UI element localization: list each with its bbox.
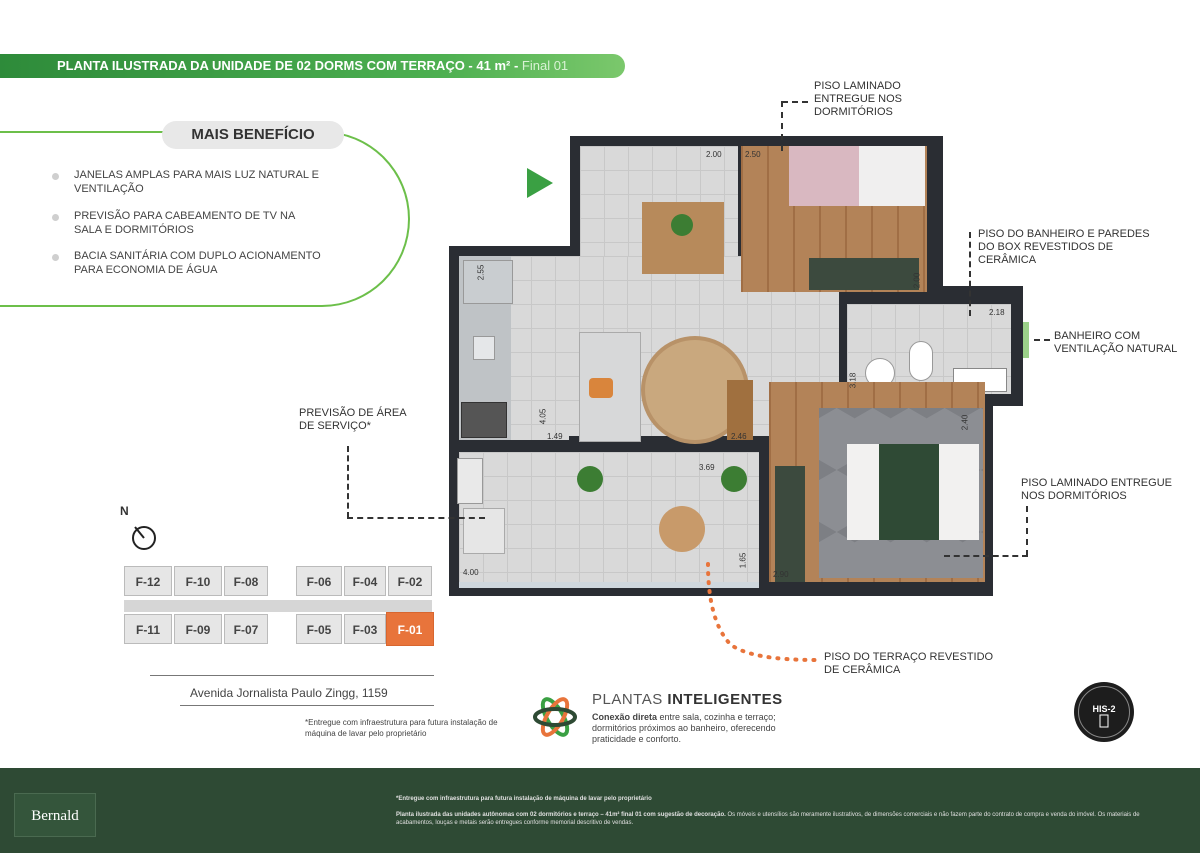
north-label: N <box>120 504 129 518</box>
footer-note-infra: *Entregue com infraestrutura para futura instalação de máquina de lavar pelo proprietário <box>396 796 652 802</box>
note-area-servico: PREVISÃO DE ÁREA DE SERVIÇO* <box>299 407 406 432</box>
unit-f10: F-10 <box>174 566 222 596</box>
dimension-label: 2.46 <box>731 432 747 441</box>
bullet-icon <box>52 214 59 221</box>
unit-f01-highlighted: F-01 <box>386 612 434 646</box>
terrace-leader-dots <box>700 560 820 666</box>
toilet <box>909 341 933 381</box>
bathroom-window <box>1023 322 1029 358</box>
dimension-label: 3.69 <box>699 463 715 472</box>
dimension-label: 2.18 <box>989 308 1005 317</box>
bed-throw <box>879 444 939 540</box>
bullet-icon <box>52 173 59 180</box>
unit-f08: F-08 <box>224 566 268 596</box>
corridor <box>124 600 432 612</box>
his-seal <box>1074 682 1134 742</box>
dimension-label: 1.65 <box>738 552 748 569</box>
fridge <box>463 260 513 304</box>
footer-note-disclaimer: Planta ilustrada das unidades autônomas com 02 dormitórios e terraço – 41m² final 01 com sugestão de decoração. Os móveis e utensílios são meramente ilustrativos, de dimensões comerciais e não fazem parte do contrato de compra e venda do imóvel. Os materiais de acabamentos, louças e metais serão entregues conforme memorial descritivo de vendas. <box>396 812 1140 826</box>
unit-f04: F-04 <box>344 566 386 596</box>
plant-icon <box>721 466 747 492</box>
building-icon <box>1097 714 1111 728</box>
note-piso-dormitorio-bottom: PISO LAMINADO ENTREGUE NOS DORMITÓRIOS <box>1021 477 1172 502</box>
note-banheiro-ventilacao: BANHEIRO COM VENTILAÇÃO NATURAL <box>1054 330 1178 355</box>
benefit-item: PREVISÃO PARA CABEAMENTO DE TV NA SALA E DORMITÓRIOS <box>52 209 322 237</box>
note-piso-banheiro: PISO DO BANHEIRO E PAREDES DO BOX REVESTIDOS DE CERÂMICA <box>978 228 1150 266</box>
washing-machine <box>463 508 505 554</box>
leader-line <box>1034 339 1050 341</box>
leader-line <box>1026 506 1028 556</box>
footer <box>0 768 1200 853</box>
benefit-item: BACIA SANITÁRIA COM DUPLO ACIONAMENTO PARA ECONOMIA DE ÁGUA <box>52 249 322 277</box>
leader-line <box>781 101 783 151</box>
leader-line <box>347 446 349 518</box>
wardrobe-top <box>809 258 922 290</box>
seal-label: HIS-2 <box>1092 704 1116 714</box>
divider <box>150 675 434 676</box>
unit-f12: F-12 <box>124 566 172 596</box>
tv-unit <box>727 380 753 440</box>
page-title: PLANTA ILUSTRADA DA UNIDADE DE 02 DORMS COM TERRAÇO - 41 m² - <box>57 58 519 73</box>
dimension-label: 4.05 <box>538 408 548 425</box>
dimension-label: 3.18 <box>848 372 858 389</box>
laundry-tank <box>457 458 483 504</box>
unit-f06: F-06 <box>296 566 342 596</box>
unit-f02: F-02 <box>388 566 432 596</box>
plantas-title: PLANTAS INTELIGENTES <box>592 691 783 708</box>
plantas-logo-icon <box>531 694 579 740</box>
dimension-label: 2.00 <box>706 150 722 159</box>
dimension-label: 4.00 <box>463 568 479 577</box>
benefit-item: JANELAS AMPLAS PARA MAIS LUZ NATURAL E VENTILAÇÃO <box>52 168 322 196</box>
dimension-label: 2.40 <box>960 414 970 431</box>
sink <box>473 336 495 360</box>
leader-line <box>347 517 485 519</box>
dimension-label: 2.90 <box>773 570 789 579</box>
dimension-label: 2.55 <box>476 264 486 281</box>
leader-line <box>944 555 1028 557</box>
dimension-label: 2.50 <box>745 150 761 159</box>
dimension-label: 1.49 <box>547 432 563 441</box>
dimension-label: 2.00 <box>912 272 922 289</box>
unit-f09: F-09 <box>174 614 222 644</box>
page-title-final: Final 01 <box>521 58 569 73</box>
plantas-description: Conexão direta entre sala, cozinha e terraço; dormitórios próximos ao banheiro, oferecendo praticidade e conforto. <box>592 712 776 744</box>
page-title-banner <box>0 54 625 78</box>
bed-blanket <box>789 146 859 206</box>
compass-icon <box>130 524 158 552</box>
unit-f03: F-03 <box>344 614 386 644</box>
unit-f11: F-11 <box>124 614 172 644</box>
leader-line <box>782 101 808 103</box>
dining-table <box>642 202 724 274</box>
floor-plan <box>449 136 1023 596</box>
address: Avenida Jornalista Paulo Zingg, 1159 <box>190 686 388 700</box>
note-piso-dormitorio-top: PISO LAMINADO ENTREGUE NOS DORMITÓRIOS <box>814 80 903 118</box>
bullet-icon <box>52 254 59 261</box>
stove <box>461 402 507 438</box>
divider <box>180 705 434 706</box>
unit-f05: F-05 <box>296 614 342 644</box>
cushion <box>589 378 613 398</box>
plant-icon <box>577 466 603 492</box>
footnote-infra: *Entregue com infraestrutura para futura instalação de máquina de lavar pelo proprietário <box>305 718 498 738</box>
benefits-title: MAIS BENEFÍCIO <box>162 121 344 149</box>
terrace-table <box>659 506 705 552</box>
plant-icon <box>671 214 693 236</box>
leader-line <box>969 232 971 316</box>
location-map <box>124 566 434 648</box>
unit-f07: F-07 <box>224 614 268 644</box>
bernald-logo: Bernald <box>14 793 96 837</box>
note-piso-terraco: PISO DO TERRAÇO REVESTIDO DE CERÂMICA <box>824 651 994 676</box>
